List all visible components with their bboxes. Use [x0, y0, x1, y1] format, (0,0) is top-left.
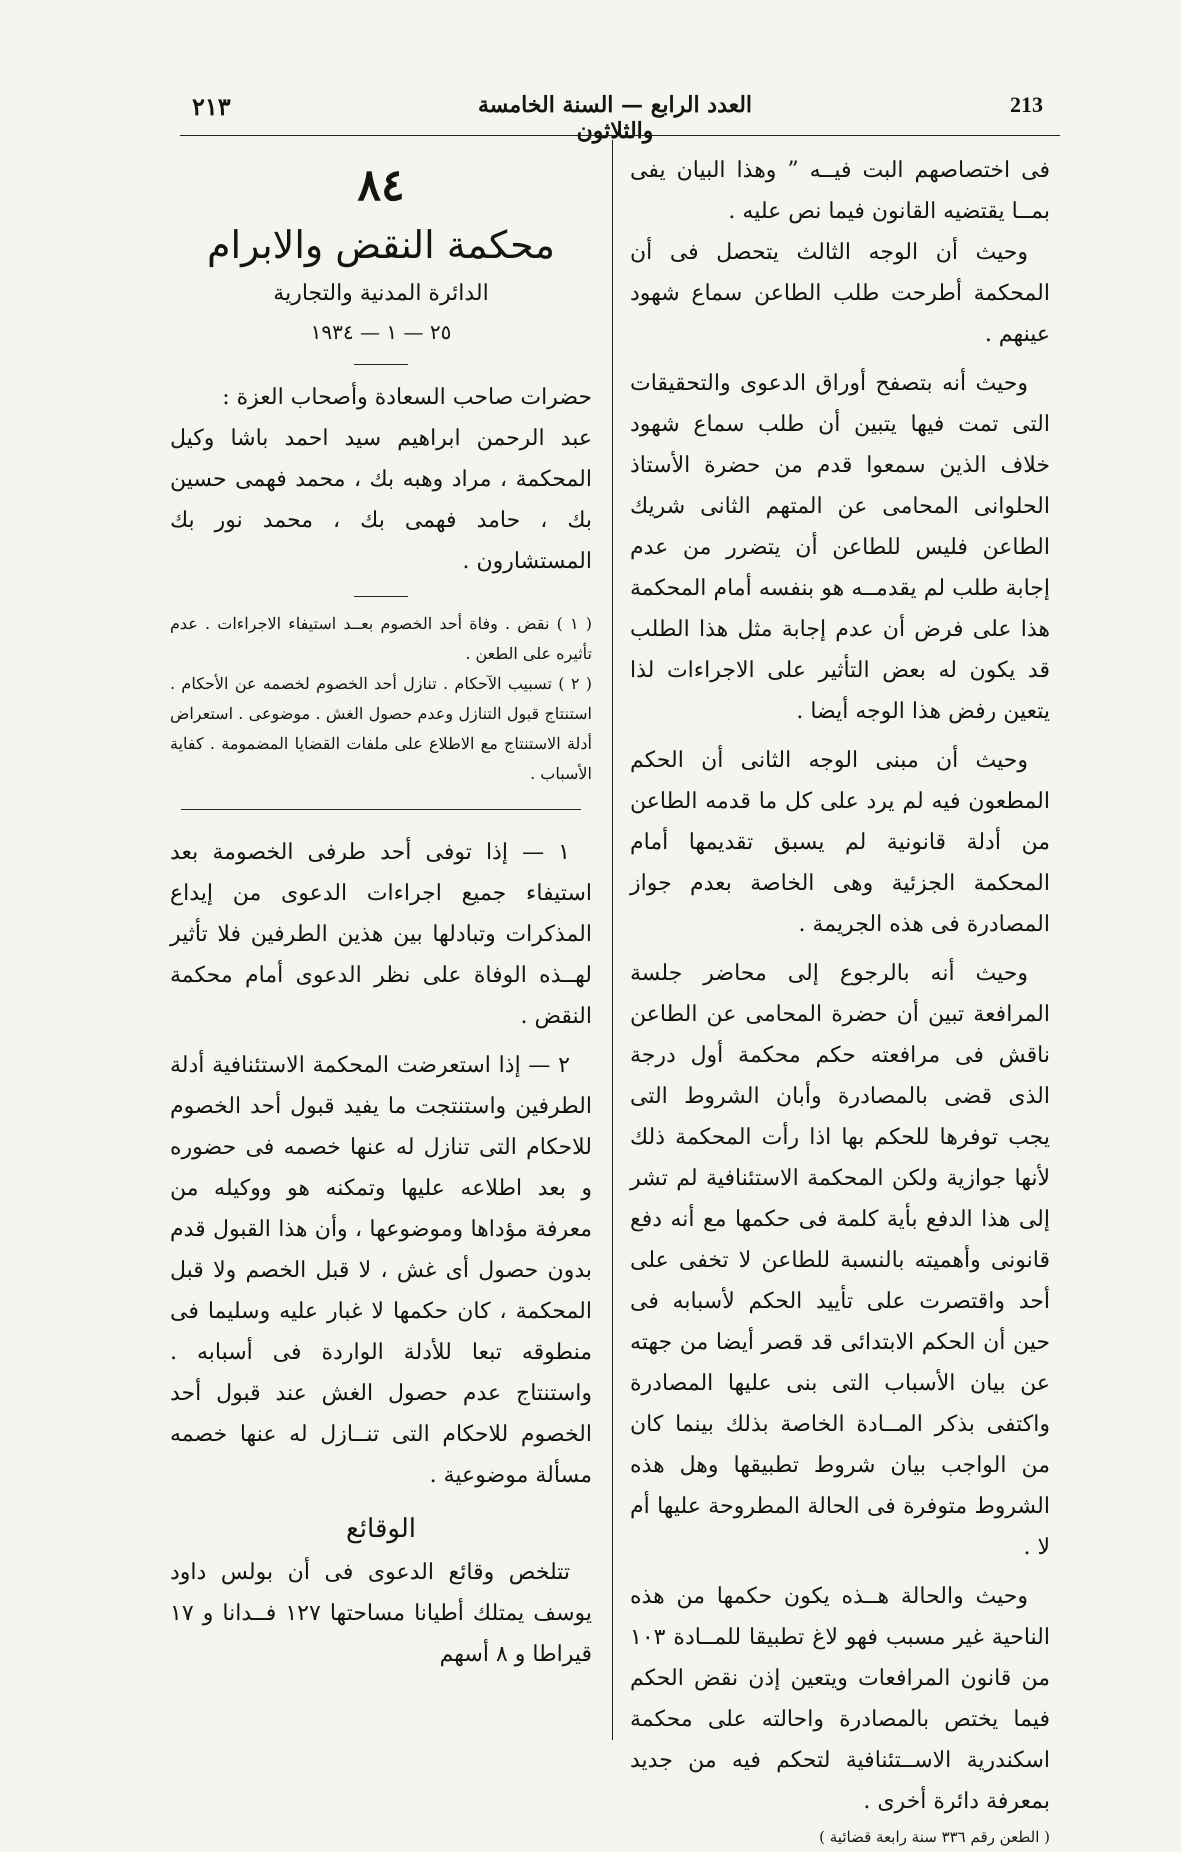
principle: ١ — إذا توفى أحد طرفى الخصومة بعد استيفاء جميع اجراءات الدعوى من إيداع المذكرات وتبادلها بين هذين الطرفين فلا تأثير لهــذه الوفاة على نظر الدعوى أمام محكمة النقض . — [170, 840, 592, 1029]
attendees-block — [170, 377, 592, 582]
page-header — [0, 92, 1181, 144]
headnote: ( ٢ ) تسبيب الآحكام . تنازل أحد الخصوم لخصمه عن الأحكام . استنتاج قبول التنازل وعدم حصول الغش . موضوعى . استعراض أدلة الاستنتاج مع الاطلاع على ملفات القضايا المضمومة . كفاية الأسباب . — [170, 674, 593, 783]
paragraph: وحيث أن الوجه الثالث يتحصل فى أن المحكمة أطرحت طلب الطاعن سماع شهود عينهم . — [630, 240, 1050, 347]
journal-issue-title: العدد الرابع — السنة الخامسة والثلاثون — [477, 92, 753, 144]
page-number-arabic: ٢١٣ — [192, 92, 231, 121]
page-number-latin: 213 — [1010, 92, 1043, 117]
paragraph: وحيث أنه بتصفح أوراق الدعوى والتحقيقات التى تمت فيها يتبين أن طلب سماع شهود خلاف الذين سمعوا قدم من حضرة الأستاذ الحلوانى المحامى عن المتهم الثانى شريك الطاعن فليس للطاعن أن يتضرر من عدم إجابة طلب لم يقدمــه هو بنفسه أمام المحكمة هذا على فرض أن عدم إجابة مثل هذا الطلب قد يكون له بعض التأثير على الاجراءات لذا يتعين رفض هذا الوجه أيضا . — [630, 371, 1050, 724]
facts-heading: الوقائع — [345, 1514, 416, 1544]
court-name: محكمة النقض والابرام — [207, 223, 555, 267]
case-number: ٨٤ — [357, 160, 405, 211]
attendees-names: عبد الرحمن ابراهيم سيد احمد باشا وكيل المحكمة ، مراد وهبه بك ، محمد فهمى حسين بك ، حامد فهمى بك ، محمد نور بك المستشارون . — [170, 426, 592, 574]
short-divider — [354, 364, 408, 365]
case-reference: ( الطعن رقم ٣٣٦ سنة رابعة قضائية ) — [819, 1828, 1050, 1846]
right-column — [630, 150, 1050, 1852]
headnotes-block — [170, 609, 592, 789]
principle: ٢ — إذا استعرضت المحكمة الاستئنافية أدلة الطرفين واستنتجت ما يفيد قبول أحد الخصوم للاحكام التى تنازل له عنها خصمه فى حضوره و بعد اطلاعه عليها وتمكنه هو ووكيله من معرفة مؤداها وموضوعها ، وأن هذا القبول قدم بدون حصول أى غش ، لا قبل الخصم ولا قبل المحكمة ، كان حكمها لا غبار عليه وسليما فى منطوقه تبعا للأدلة الواردة فى أسبابه . واستنتاج عدم حصول الغش عند قبول أحد الخصوم للاحكام التى تنــازل له عنها خصمه مسألة موضوعية . — [170, 1053, 592, 1488]
header-rule — [180, 135, 1060, 136]
short-divider — [354, 596, 408, 597]
facts-paragraph: تتلخص وقائع الدعوى فى أن بولس داود يوسف يمتلك أطيانا مساحتها ١٢٧ فــدانا و ١٧ قيراطا و ٨ أسهم — [170, 1560, 592, 1667]
headnote: ( ١ ) نقض . وفاة أحد الخصوم بعــد استيفاء الاجراءات . عدم تأثيره على الطعن . — [170, 614, 592, 663]
attendees-heading: حضرات صاحب السعادة وأصحاب العزة : — [222, 385, 592, 410]
circuit-name: الدائرة المدنية والتجارية — [273, 281, 489, 306]
paragraph: وحيث أنه بالرجوع إلى محاضر جلسة المرافعة تبين أن حضرة المحامى عن الطاعن ناقش فى مرافعته حكم محكمة أول درجة الذى قضى بالمصادرة وأبان الشروط التى يجب توفرها للحكم بها اذا رأت المحكمة ذلك لأنها جوازية ولكن المحكمة الاستئنافية لم تشر إلى هذا الدفع بأية كلمة فى حكمها مع أنه دفع قانونى وأهميته بالنسبة للطاعن لا تخفى على أحد واقتصرت على تأييد الحكم لأسبابه فى حين أن الحكم الابتدائى قد قصر أيضا من جهته عن بيان الأسباب التى بنى عليها المصادرة واكتفى بذكر المــادة الخاصة بذلك بينما كان من الواجب بيان شروط تطبيقها وهل هذه الشروط متوفرة فى الحالة المطروحة عليها أم لا . — [630, 961, 1050, 1560]
paragraph: وحيث أن مبنى الوجه الثانى أن الحكم المطعون فيه لم يرد على كل ما قدمه الطاعن من أدلة قانونية لم يسبق تقديمها أمام المحكمة الجزئية وهى الخاصة بعدم جواز المصادرة فى هذه الجريمة . — [630, 748, 1050, 937]
left-column — [170, 150, 592, 1675]
column-divider — [612, 140, 613, 1740]
paragraph: وحيث والحالة هــذه يكون حكمها من هذه الناحية غير مسبب فهو لاغ تطبيقا للمــادة ١٠٣ من قانون المرافعات ويتعين إذن نقض الحكم فيما يختص بالمصادرة واحالته على محكمة اسكندرية الاســتئنافية لتحكم فيه من جديد بمعرفة دائرة أخرى . — [630, 1584, 1050, 1814]
section-divider — [181, 809, 581, 810]
session-date: ٢٥ — ١ — ١٩٣٤ — [310, 320, 452, 344]
paragraph: فى اختصاصهم البت فيــه ” وهذا البيان يفى بمــا يقتضيه القانون فيما نص عليه . — [630, 158, 1050, 224]
